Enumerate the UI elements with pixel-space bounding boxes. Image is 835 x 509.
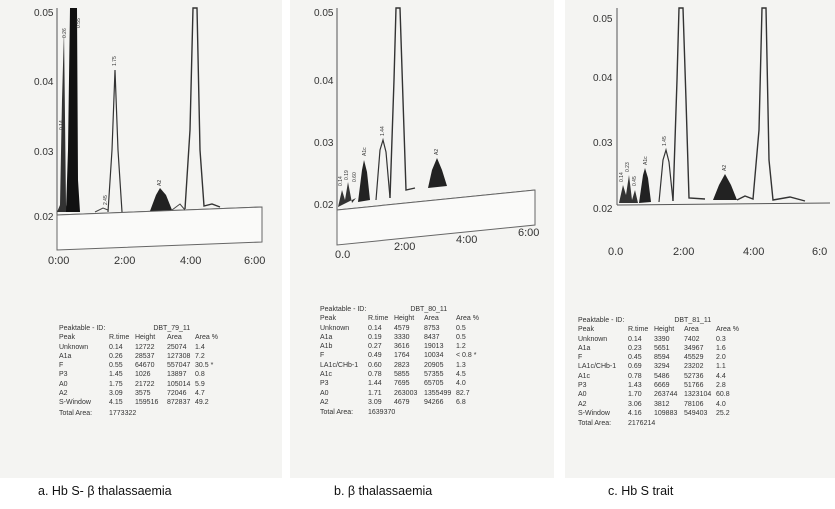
table-cell: 52736: [684, 372, 704, 380]
x-tick: 2:00: [394, 241, 416, 253]
peak-label: 0.60: [352, 172, 358, 182]
total-value: 1639370: [368, 409, 396, 417]
table-cell: 4.16: [628, 409, 642, 417]
table-cell: 1.6: [716, 344, 726, 352]
total-area: [578, 419, 793, 428]
col-header: Height: [654, 326, 675, 334]
panel-c: [565, 0, 835, 478]
y-tick: 0.05: [314, 8, 334, 19]
table-row: [578, 344, 793, 353]
total-value: 1773322: [109, 409, 137, 417]
table-cell: 1.70: [628, 391, 642, 399]
peak-table: [578, 316, 793, 429]
table-row: [59, 370, 269, 379]
table-cell: 0.5: [456, 324, 466, 332]
table-cell: S-Window: [578, 409, 610, 417]
table-cell: 94266: [424, 398, 444, 406]
table-cell: 57355: [424, 371, 444, 379]
col-header: Height: [135, 334, 156, 342]
table-cell: 1026: [135, 371, 151, 379]
table-row: [578, 353, 793, 362]
peak-label: 0.45: [632, 176, 638, 186]
peak-a1c: [358, 160, 370, 202]
peak-a1c: [639, 168, 651, 203]
table-cell: 2.0: [716, 354, 726, 362]
table-cell: 5.9: [195, 380, 205, 388]
sample-id: DBT_80_11: [410, 306, 448, 313]
peak-label: A2: [157, 179, 163, 186]
table-cell: 0.14: [628, 335, 642, 343]
x-tick: 4:00: [743, 246, 765, 258]
col-header: R.time: [109, 334, 130, 342]
table-row: [320, 389, 530, 398]
table-row: [578, 372, 793, 381]
table-cell: 0.8: [195, 371, 205, 379]
table-row: [578, 409, 793, 418]
table-cell: 0.5: [456, 333, 466, 341]
table-cell: F: [59, 362, 64, 370]
table-cell: 1355499: [424, 389, 452, 397]
table-cell: 3812: [654, 400, 670, 408]
sample-id: DBT_81_11: [674, 317, 712, 324]
col-header: Peak: [59, 334, 75, 342]
table-cell: 3.09: [368, 398, 382, 406]
table-cell: 8594: [654, 354, 670, 362]
table-cell: 1.45: [109, 371, 123, 379]
peak-label: 0.14: [338, 176, 344, 186]
peak-label: A1c: [643, 156, 649, 165]
table-cell: 4.5: [456, 371, 466, 379]
table-cell: 20905: [424, 361, 444, 369]
y-tick: 0.03: [314, 138, 334, 149]
table-cell: LA1c/CHb-1: [578, 363, 617, 371]
peak-label: 1.44: [380, 126, 386, 136]
table-cell: 19013: [424, 343, 444, 351]
table-cell: F: [320, 352, 325, 360]
table-cell: 0.19: [368, 333, 382, 341]
col-header: R.time: [628, 326, 649, 334]
table-cell: 1764: [394, 352, 410, 360]
peak-table: [59, 324, 269, 418]
peak-label: 0.14: [59, 120, 65, 130]
table-row: [578, 400, 793, 409]
table-cell: 45529: [684, 354, 704, 362]
x-tick: 6:0: [812, 246, 828, 258]
peak-p3: [376, 140, 390, 200]
table-cell: 1.2: [456, 343, 466, 351]
table-row: [320, 370, 530, 379]
peak-a2: [150, 188, 172, 211]
caption-c: c. Hb S trait: [608, 484, 674, 498]
table-cell: 49.2: [195, 399, 209, 407]
table-cell: A1a: [578, 344, 591, 352]
peak-label: 0.19: [344, 170, 350, 180]
table-cell: Unknown: [59, 343, 89, 351]
table-cell: A1c: [320, 371, 333, 379]
peak-table: [320, 305, 530, 418]
peak-label: 1.75: [112, 56, 118, 66]
peaktable-title: Peaktable - ID:: [320, 306, 367, 313]
y-tick: 0.02: [314, 200, 334, 211]
peak-a0: [390, 8, 415, 198]
table-cell: A1c: [578, 372, 591, 380]
table-cell: 7695: [394, 380, 410, 388]
table-cell: 1.44: [368, 380, 382, 388]
peak-f: [66, 8, 80, 212]
table-cell: 1.3: [456, 361, 466, 369]
table-cell: 557047: [167, 362, 191, 370]
y-tick: 0.02: [593, 204, 613, 215]
y-tick: 0.03: [34, 147, 54, 158]
table-cell: 127308: [167, 352, 191, 360]
peak-s: [737, 8, 805, 201]
table-cell: 0.69: [628, 363, 642, 371]
table-cell: 12722: [135, 343, 155, 351]
peak-label: 1.45: [662, 136, 668, 146]
table-row: [578, 390, 793, 399]
table-cell: 549403: [684, 409, 708, 417]
peak-label: 0.55: [76, 18, 82, 28]
table-cell: 7402: [684, 335, 700, 343]
table-cell: 0.78: [368, 371, 382, 379]
table-cell: 3.09: [109, 390, 123, 398]
total-label: Total Area:: [59, 409, 93, 417]
y-tick: 0.03: [593, 138, 613, 149]
table-cell: 3616: [394, 343, 410, 351]
total-label: Total Area:: [578, 420, 612, 428]
col-header: Area %: [716, 326, 739, 334]
table-row: [320, 379, 530, 388]
col-header: Area %: [195, 334, 218, 342]
table-cell: 4579: [394, 324, 410, 332]
table-cell: 0.55: [109, 362, 123, 370]
peak-label: 2.45: [103, 195, 109, 205]
chromatogram-a: [0, 0, 282, 320]
table-row: [320, 351, 530, 360]
col-header: Area: [424, 315, 439, 323]
peak-label: 0.14: [619, 172, 625, 182]
table-rows: [59, 343, 269, 408]
table-cell: 34967: [684, 344, 704, 352]
peak-label: 0.23: [625, 162, 631, 172]
table-cell: 3330: [394, 333, 410, 341]
peak-a2: [713, 174, 737, 200]
table-row: [59, 380, 269, 389]
chromatogram-b: [290, 0, 554, 310]
sample-id: DBT_79_11: [153, 325, 191, 332]
table-cell: A0: [578, 391, 587, 399]
x-tick: 2:00: [673, 246, 695, 258]
peak-a0: [108, 70, 122, 212]
x-tick: 0.0: [608, 246, 624, 258]
table-cell: 0.3: [716, 335, 726, 343]
table-cell: 6669: [654, 382, 670, 390]
table-cell: 13897: [167, 371, 187, 379]
peak-label: 0.26: [62, 28, 68, 38]
table-cell: 0.14: [368, 324, 382, 332]
peak-a2: [428, 158, 447, 188]
table-cell: 4.7: [195, 390, 205, 398]
table-cell: 3294: [654, 363, 670, 371]
col-header: Peak: [320, 315, 336, 323]
table-cell: 8437: [424, 333, 440, 341]
table-cell: A2: [59, 390, 68, 398]
table-cell: Unknown: [578, 335, 608, 343]
col-header: Area: [167, 334, 182, 342]
table-cell: 3.06: [628, 400, 642, 408]
table-cell: P3: [59, 371, 68, 379]
table-cell: P3: [320, 380, 329, 388]
peaktable-title: Peaktable - ID:: [578, 317, 625, 324]
table-row: [59, 343, 269, 352]
table-cell: P3: [578, 382, 587, 390]
table-cell: LA1c/CHb-1: [320, 361, 359, 369]
table-cell: < 0.8 *: [456, 352, 477, 360]
table-cell: 0.27: [368, 343, 382, 351]
table-row: [320, 333, 530, 342]
table-cell: 2823: [394, 361, 410, 369]
table-cell: Unknown: [320, 324, 350, 332]
x-tick: 4:00: [456, 234, 478, 246]
table-cell: 21722: [135, 380, 155, 388]
peak-label: A2: [434, 148, 440, 155]
table-cell: 7.2: [195, 352, 205, 360]
table-cell: 51766: [684, 382, 704, 390]
base-box: [57, 207, 262, 250]
table-rows: [578, 335, 793, 419]
table-cell: A1a: [59, 352, 72, 360]
table-cell: 3575: [135, 390, 151, 398]
table-row: [578, 381, 793, 390]
table-cell: 25.2: [716, 409, 730, 417]
table-cell: 5651: [654, 344, 670, 352]
table-cell: 0.49: [368, 352, 382, 360]
table-cell: 1.75: [109, 380, 123, 388]
table-row: [320, 398, 530, 407]
table-cell: 8753: [424, 324, 440, 332]
total-label: Total Area:: [320, 409, 354, 417]
y-tick: 0.05: [593, 14, 613, 25]
table-cell: 0.60: [368, 361, 382, 369]
table-cell: A1b: [320, 343, 333, 351]
table-row: [578, 335, 793, 344]
table-cell: 30.5 *: [195, 362, 214, 370]
table-cell: 82.7: [456, 389, 470, 397]
table-row: [320, 324, 530, 333]
panel-b: [290, 0, 554, 478]
panel-a: [0, 0, 282, 478]
table-cell: 159516: [135, 399, 159, 407]
y-tick: 0.04: [34, 77, 54, 88]
table-cell: A1a: [320, 333, 333, 341]
table-cell: A0: [59, 380, 68, 388]
table-cell: A0: [320, 389, 329, 397]
table-cell: 64670: [135, 362, 155, 370]
chromatogram-c: [565, 0, 835, 320]
table-cell: 60.8: [716, 391, 730, 399]
total-value: 2176214: [628, 420, 656, 428]
table-cell: 28537: [135, 352, 155, 360]
table-cell: 0.23: [628, 344, 642, 352]
table-row: [320, 342, 530, 351]
table-row: [59, 398, 269, 407]
table-cell: F: [578, 354, 583, 362]
table-cell: A2: [578, 400, 587, 408]
peak-s: [185, 8, 220, 209]
table-cell: 5855: [394, 371, 410, 379]
y-tick: 0.02: [34, 212, 54, 223]
caption-b: b. β thalassaemia: [334, 484, 433, 498]
caption-a: a. Hb S- β thalassaemia: [38, 484, 172, 498]
y-tick: 0.05: [34, 8, 54, 19]
table-cell: 4.4: [716, 372, 726, 380]
total-area: [59, 409, 269, 418]
table-cell: 1.1: [716, 363, 726, 371]
col-header: Peak: [578, 326, 594, 334]
y-tick: 0.04: [314, 76, 334, 87]
x-tick: 2:00: [114, 255, 136, 267]
table-cell: 0.45: [628, 354, 642, 362]
table-row: [59, 389, 269, 398]
table-cell: 1.43: [628, 382, 642, 390]
table-cell: 0.26: [109, 352, 123, 360]
col-header: Area: [684, 326, 699, 334]
table-header-row: [578, 325, 793, 334]
peak-label: A2: [722, 164, 728, 171]
table-cell: 4.15: [109, 399, 123, 407]
peak-p3: [659, 150, 673, 202]
peaktable-title: Peaktable - ID:: [59, 325, 106, 332]
table-cell: 6.8: [456, 398, 466, 406]
table-cell: 4.0: [456, 380, 466, 388]
table-row: [59, 361, 269, 370]
table-cell: 78106: [684, 400, 704, 408]
table-cell: 5486: [654, 372, 670, 380]
table-cell: 1.4: [195, 343, 205, 351]
table-cell: 105014: [167, 380, 191, 388]
table-cell: 263744: [654, 391, 678, 399]
peak-p3: [95, 208, 108, 212]
table-header-row: [320, 314, 530, 323]
col-header: R.time: [368, 315, 389, 323]
table-rows: [320, 324, 530, 408]
table-cell: 263003: [394, 389, 418, 397]
table-cell: 4.0: [716, 400, 726, 408]
y-tick: 0.04: [593, 73, 613, 84]
peak-minor: [172, 204, 185, 210]
table-row: [320, 361, 530, 370]
table-cell: 25074: [167, 343, 187, 351]
table-header-row: [59, 333, 269, 342]
col-header: Height: [394, 315, 415, 323]
table-row: [578, 362, 793, 371]
table-cell: 3390: [654, 335, 670, 343]
table-row: [59, 352, 269, 361]
table-cell: 10034: [424, 352, 444, 360]
table-cell: 1.71: [368, 389, 382, 397]
table-cell: 23202: [684, 363, 704, 371]
table-cell: 0.78: [628, 372, 642, 380]
x-tick: 6:00: [244, 255, 266, 267]
table-cell: 0.14: [109, 343, 123, 351]
x-tick: 6:00: [518, 227, 540, 239]
table-cell: A2: [320, 398, 329, 406]
table-cell: S-Window: [59, 399, 91, 407]
x-tick: 0.0: [335, 249, 351, 261]
x-tick: 4:00: [180, 255, 202, 267]
table-cell: 1323104: [684, 391, 712, 399]
col-header: Area %: [456, 315, 479, 323]
table-cell: 872837: [167, 399, 191, 407]
peak-label: A1c: [362, 147, 368, 156]
table-cell: 72046: [167, 390, 187, 398]
x-tick: 0:00: [48, 255, 70, 267]
baseline: [617, 203, 830, 205]
table-cell: 65705: [424, 380, 444, 388]
table-cell: 2.8: [716, 382, 726, 390]
table-cell: 109883: [654, 409, 678, 417]
table-cell: 4679: [394, 398, 410, 406]
total-area: [320, 408, 530, 417]
peak-a0: [673, 8, 705, 201]
